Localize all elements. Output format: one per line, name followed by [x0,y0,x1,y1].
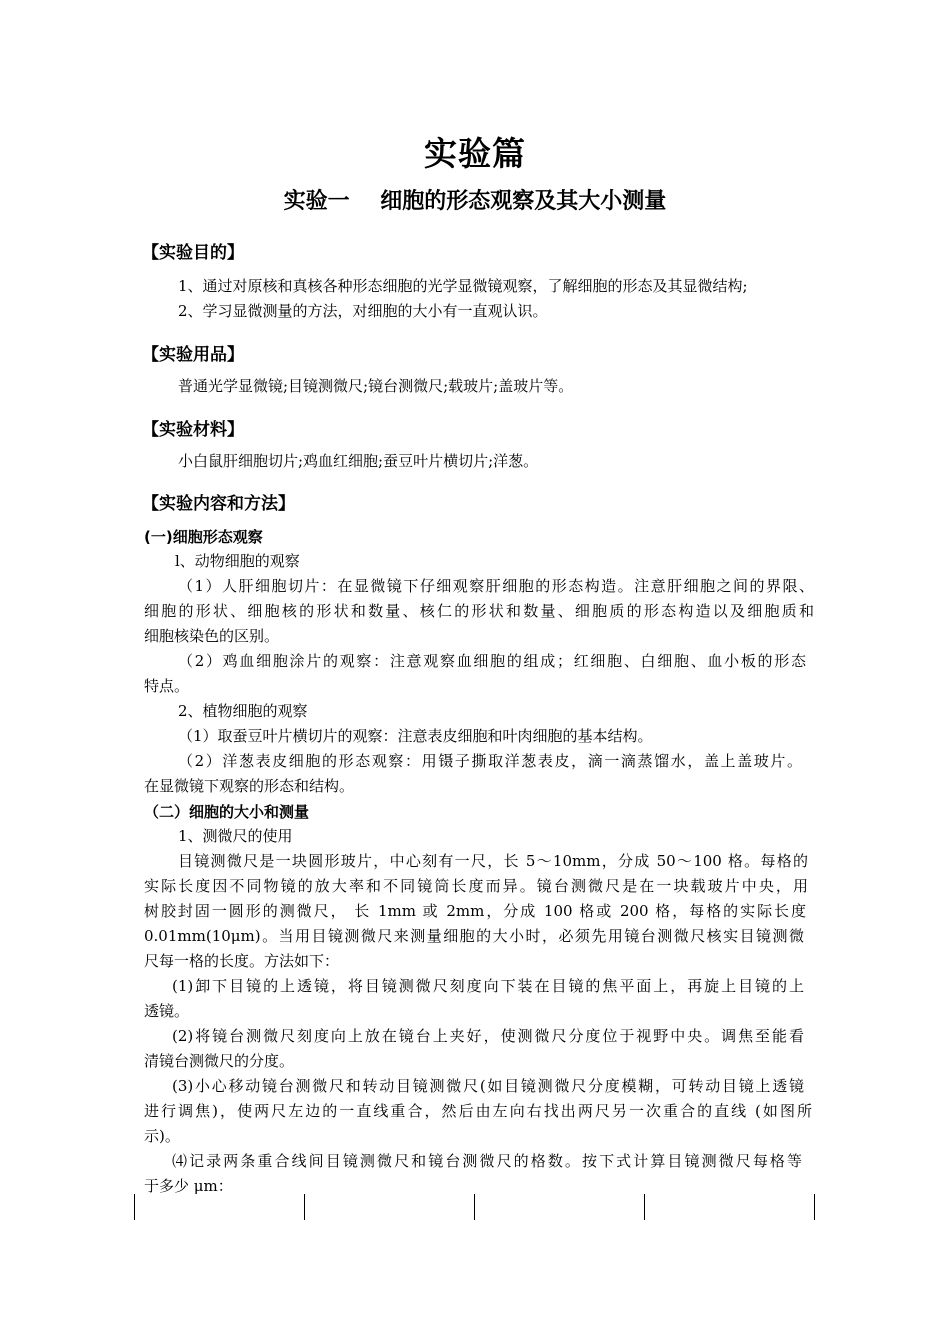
scale-tick [644,1194,645,1220]
section-heading-materials: 【实验材料】 [142,420,244,440]
experiment-title: 实验一 细胞的形态观察及其大小测量 [283,189,667,214]
step4-line-1: ⑷记录两条重合线间目镜测微尺和镜台测微尺的格数。按下式计算目镜测微尺每格等 [172,1152,802,1170]
plant-cell-title: 2、植物细胞的观察 [178,702,308,720]
animal-cell-title: l、动物细胞的观察 [175,552,300,570]
animal-1-line-2: 细胞的形状、细胞核的形状和数量、核仁的形状和数量、细胞质的形态构造以及细胞质和 [144,602,814,620]
step3-line-3: 示)。 [144,1127,180,1145]
purpose-item-2: 2、学习显微测量的方法，对细胞的大小有一直观认识。 [178,302,548,320]
scale-tick [814,1194,815,1220]
supplies-text: 普通光学显微镜;目镜测微尺;镜台测微尺;载玻片;盖玻片等。 [178,377,574,395]
part2-heading: （二）细胞的大小和测量 [144,803,310,821]
animal-1-line-1: （1）人肝细胞切片：在显微镜下仔细观察肝细胞的形态构造。注意肝细胞之间的界限、 [178,577,814,595]
step1-line-2: 透镜。 [144,1002,190,1020]
scale-tick [134,1194,135,1220]
section-heading-supplies: 【实验用品】 [142,345,244,365]
step1-line-1: (1)卸下目镜的上透镜，将目镜测微尺刻度向下装在目镜的焦平面上，再旋上目镜的上 [172,977,804,995]
intro-line-5: 尺每一格的长度。方法如下： [144,952,340,970]
step2-line-1: (2)将镜台测微尺刻度向上放在镜台上夹好，使测微尺分度位于视野中央。调焦至能看 [172,1027,804,1045]
step2-line-2: 清镜台测微尺的分度。 [144,1052,295,1070]
page-title: 实验篇 [424,134,526,173]
animal-2-line-2: 特点。 [144,677,190,695]
purpose-item-1: 1、通过对原核和真核各种形态细胞的光学显微镜观察，了解细胞的形态及其显微结构; [178,277,748,295]
materials-text: 小白鼠肝细胞切片;鸡血红细胞;蚕豆叶片横切片;洋葱。 [178,452,539,470]
step3-line-1: (3)小心移动镜台测微尺和转动目镜测微尺(如目镜测微尺分度模糊，可转动目镜上透镜 [172,1077,804,1095]
intro-line-2: 实际长度因不同物镜的放大率和不同镜筒长度而异。镜台测微尺是在一块载玻片中央，用 [144,877,808,895]
animal-1-line-3: 细胞核染色的区别。 [144,627,280,645]
step4-line-2: 于多少 μm： [144,1177,233,1195]
scale-tick [304,1194,305,1220]
step3-line-2: 进行调焦)，使两尺左边的一直线重合，然后由左向右找出两尺另一次重合的直线 (如图所 [144,1102,812,1120]
section-heading-purpose: 【实验目的】 [142,243,244,263]
intro-line-3: 树胶封固一圆形的测微尺， 长 1mm 或 2mm，分成 100 格或 200 格，每格的实际长度 [144,902,806,920]
scale-tick [474,1194,475,1220]
plant-2-line-1: （2）洋葱表皮细胞的形态观察：用镊子撕取洋葱表皮，滴一滴蒸馏水，盖上盖玻片。 [178,752,802,770]
plant-1-text: （1）取蚕豆叶片横切片的观察：注意表皮细胞和叶肉细胞的基本结构。 [178,727,653,745]
part1-heading: (一)细胞形态观察 [144,528,263,546]
micrometer-figure [134,1194,816,1220]
micrometer-use-title: 1、测微尺的使用 [178,827,293,845]
intro-line-1: 目镜测微尺是一块圆形玻片，中心刻有一尺，长 5～10mm，分成 50～100 格。每格的 [178,852,808,870]
animal-2-line-1: （2）鸡血细胞涂片的观察：注意观察血细胞的组成；红细胞、白细胞、血小板的形态 [178,652,806,670]
plant-2-line-2: 在显微镜下观察的形态和结构。 [144,777,355,795]
intro-line-4: 0.01mm(10μm)。当用目镜测微尺来测量细胞的大小时，必须先用镜台测微尺核实目镜测微 [144,927,804,945]
section-heading-methods: 【实验内容和方法】 [142,494,295,514]
